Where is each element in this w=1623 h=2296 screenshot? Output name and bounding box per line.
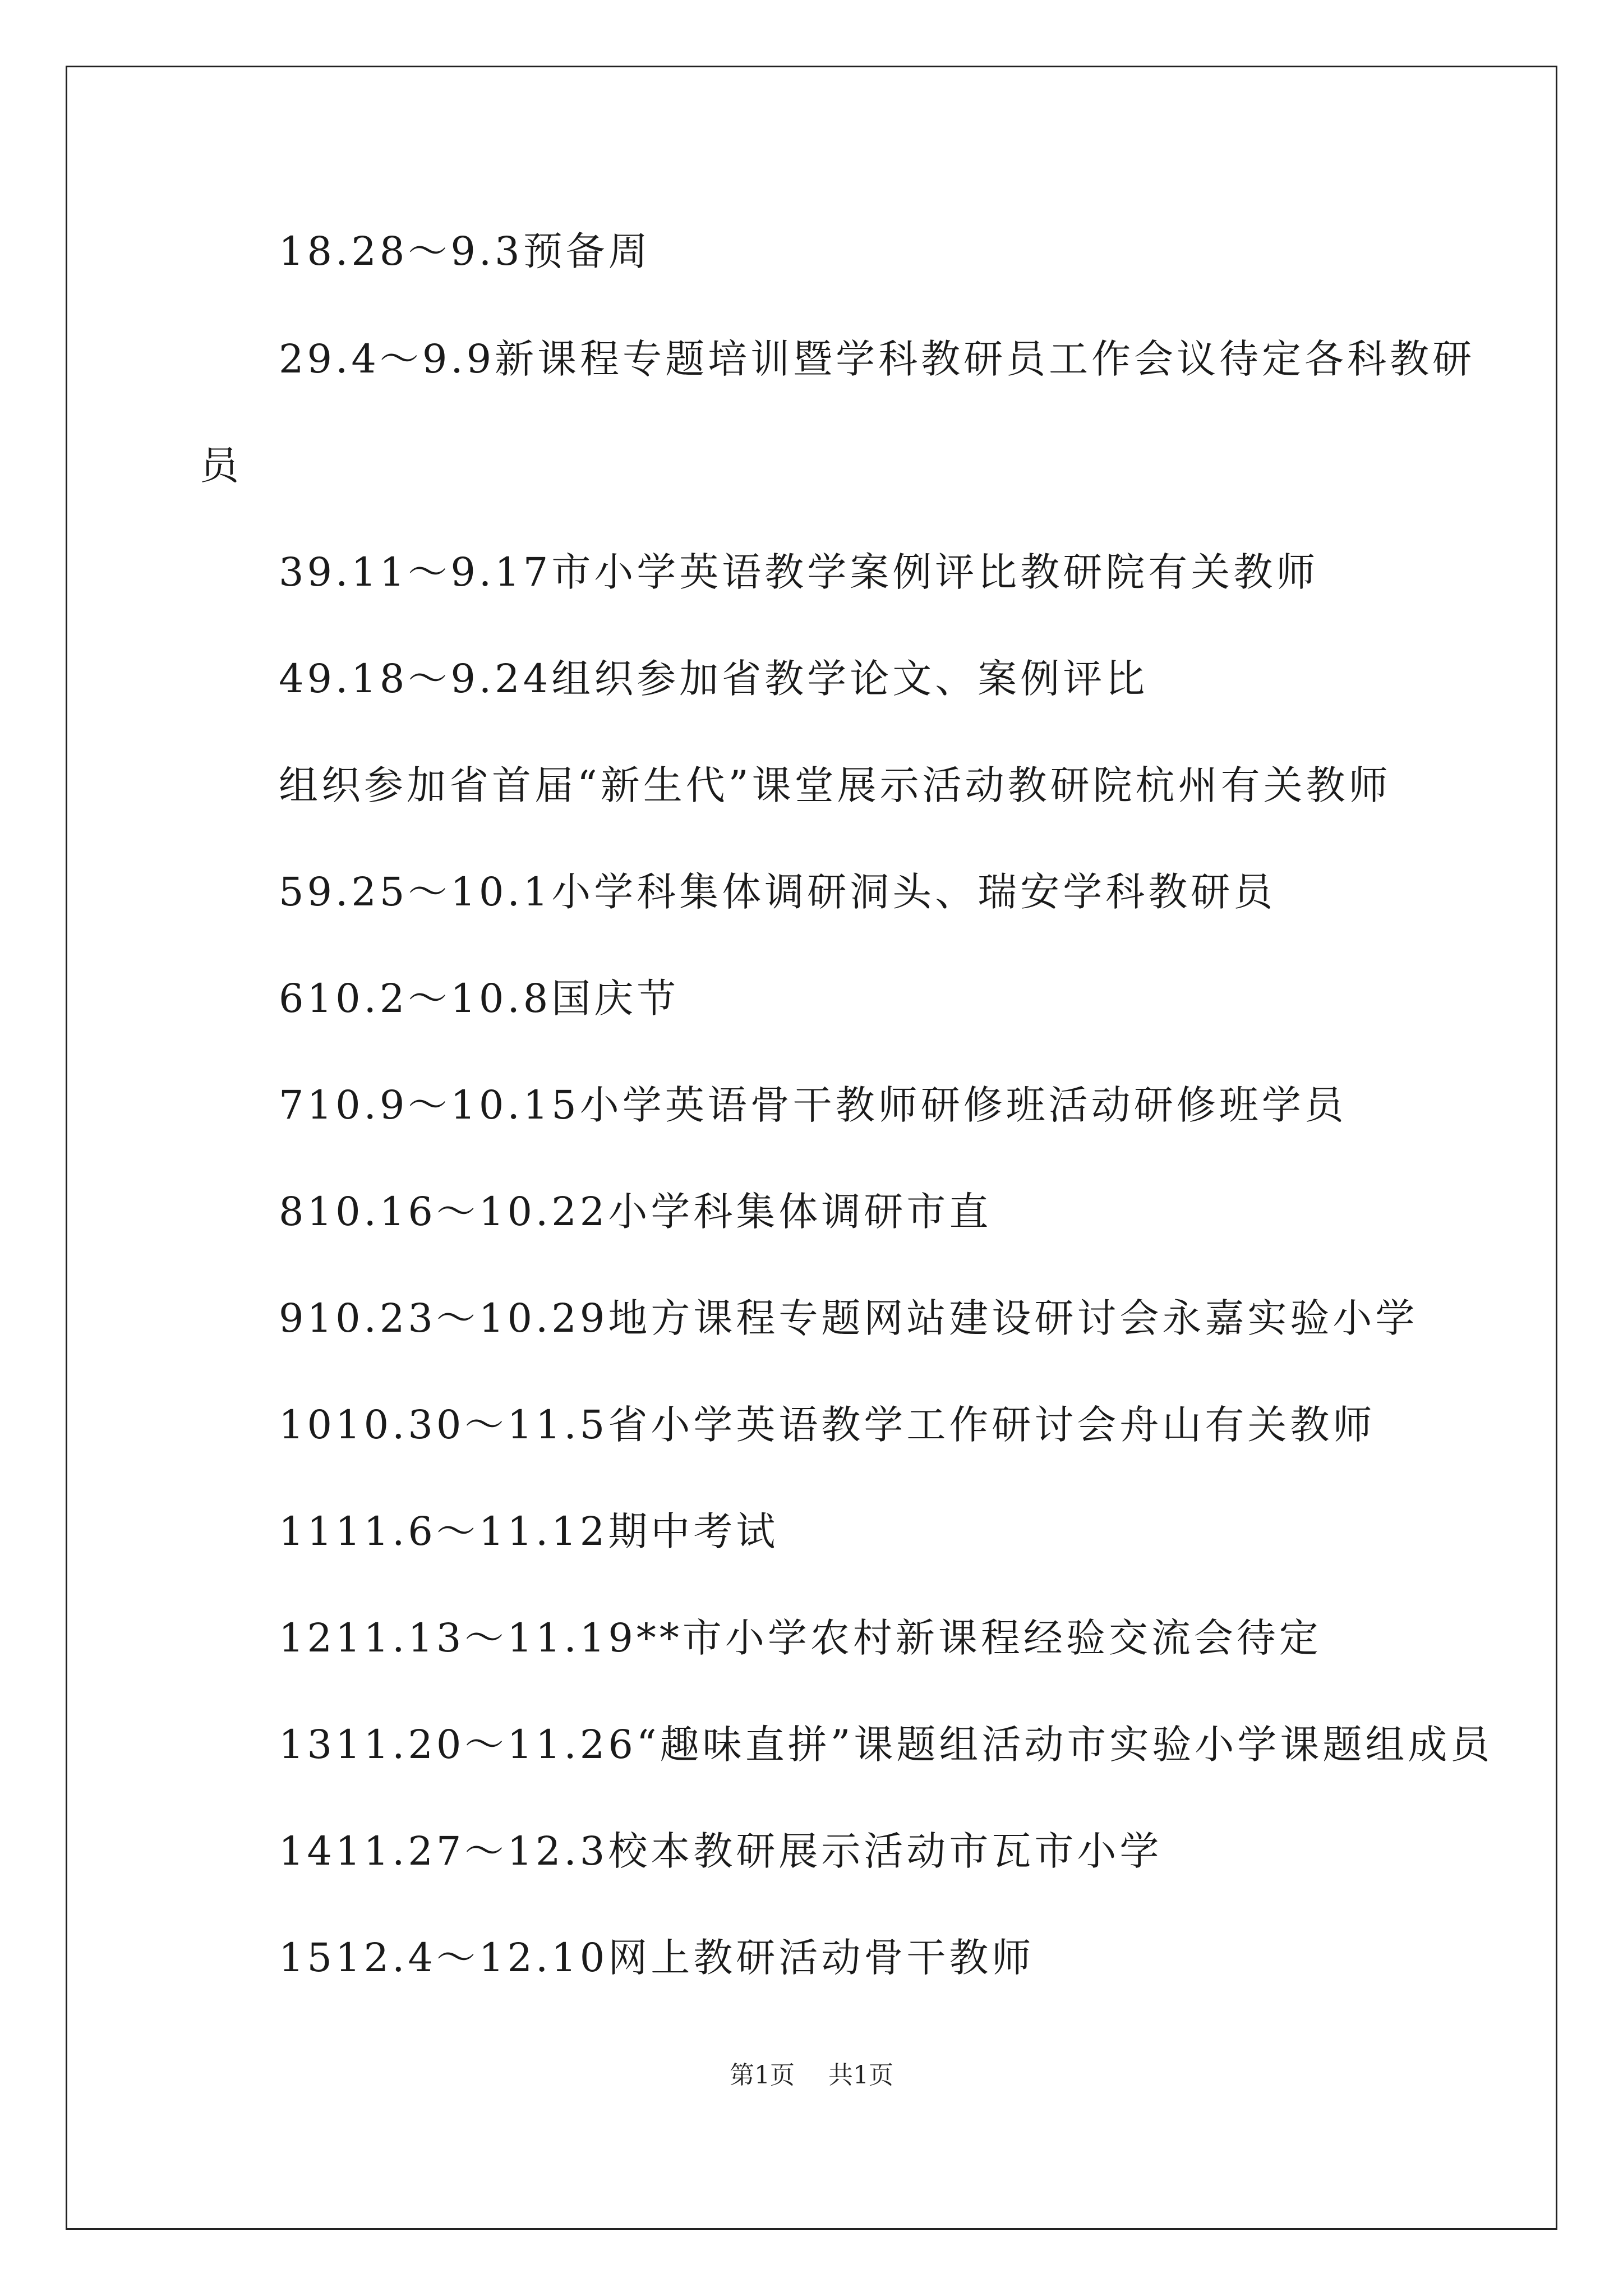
schedule-line-10: 1010.30～11.5省小学英语教学工作研讨会舟山有关教师 xyxy=(279,1402,1376,1448)
schedule-line-1: 18.28～9.3预备周 xyxy=(279,228,651,274)
page-number-current: 第1页 xyxy=(730,2061,795,2090)
schedule-line-2-continued: 员 xyxy=(200,443,242,489)
schedule-line-12: 1211.13～11.19**市小学农村新课程经验交流会待定 xyxy=(279,1615,1322,1661)
schedule-line-11: 1111.6～11.12期中考试 xyxy=(279,1508,779,1554)
schedule-line-13: 1311.20～11.26“趣味直拼”课题组活动市实验小学课题组成员 xyxy=(279,1722,1493,1768)
schedule-line-7: 710.9～10.15小学英语骨干教师研修班活动研修班学员 xyxy=(279,1082,1347,1128)
schedule-line-15: 1512.4～12.10网上教研活动骨干教师 xyxy=(279,1935,1035,1981)
schedule-line-3: 39.11～9.17市小学英语教学案例评比教研院有关教师 xyxy=(279,549,1319,595)
schedule-line-2: 29.4～9.9新课程专题培训暨学科教研员工作会议待定各科教研 xyxy=(279,336,1476,382)
schedule-line-9: 910.23～10.29地方课程专题网站建设研讨会永嘉实验小学 xyxy=(279,1295,1418,1341)
schedule-line-5: 59.25～10.1小学科集体调研洞头、瑞安学科教研员 xyxy=(279,869,1276,915)
schedule-line-6: 610.2～10.8国庆节 xyxy=(279,976,680,1022)
schedule-line-4: 49.18～9.24组织参加省教学论文、案例评比 xyxy=(279,656,1149,702)
page-number-total: 共1页 xyxy=(828,2061,893,2090)
schedule-line-8: 810.16～10.22小学科集体调研市直 xyxy=(279,1189,992,1235)
schedule-line-14: 1411.27～12.3校本教研展示活动市瓦市小学 xyxy=(279,1828,1163,1874)
schedule-line-4-sub: 组织参加省首届“新生代”课堂展示活动教研院杭州有关教师 xyxy=(279,762,1391,808)
page-footer xyxy=(0,2059,1623,2092)
